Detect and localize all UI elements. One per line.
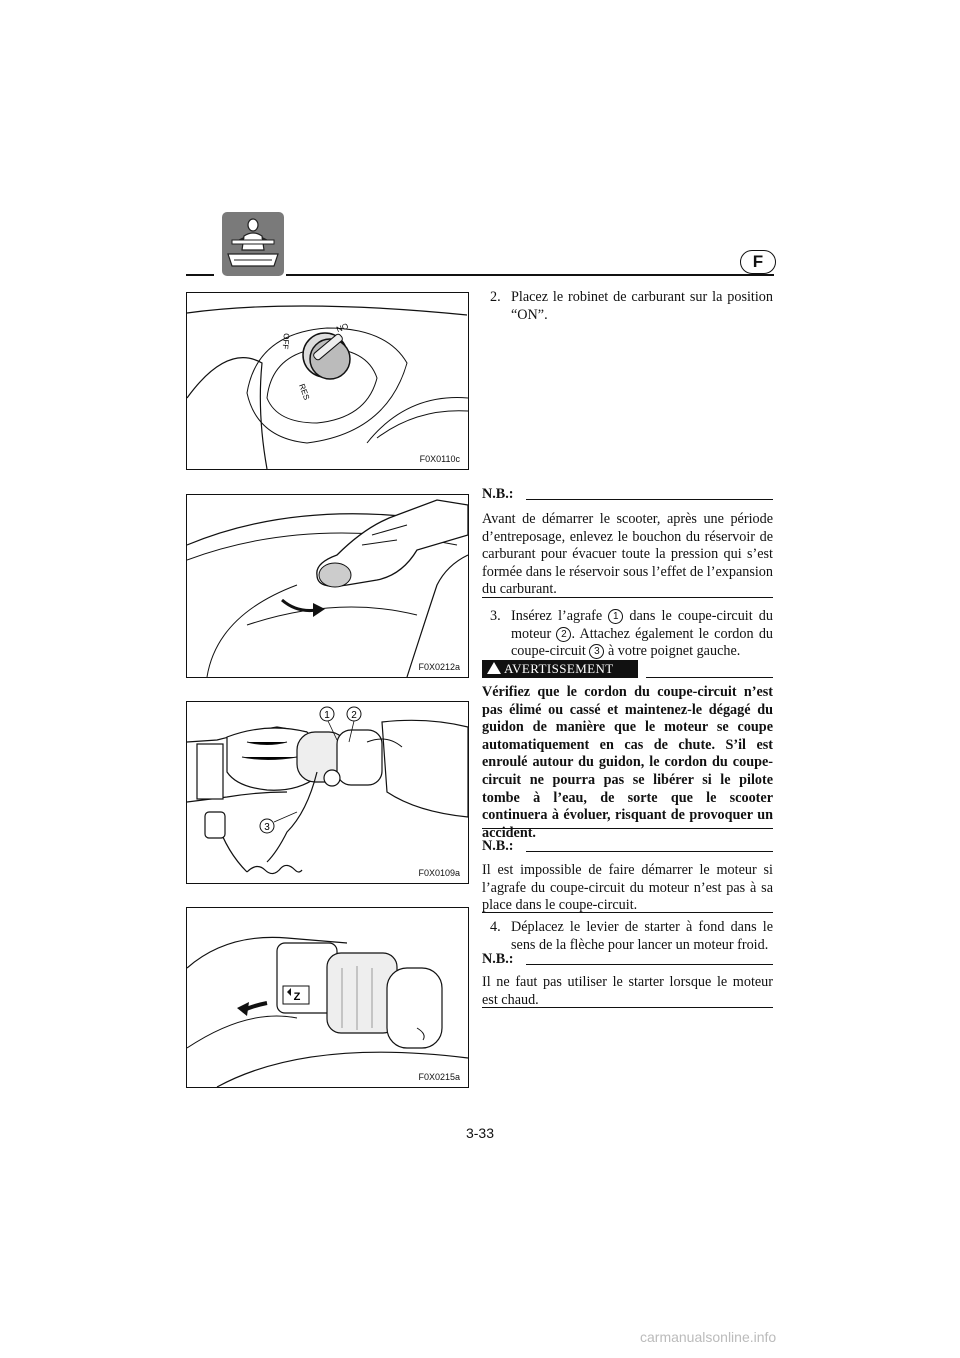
warning-triangle-icon: [487, 662, 501, 674]
callout-1: 1: [324, 710, 330, 721]
page-number: 3-33: [465, 1125, 495, 1141]
ref-2: 2: [556, 627, 571, 642]
nb-rule-3: [482, 1007, 773, 1008]
step-text: Déplacez le levier de starter à fond dans le sens de la flèche pour lancer un moteur froid.: [511, 919, 773, 953]
nb-text-2: Il est impossible de faire démarrer le moteur si l’agrafe du coupe-circuit du moteur n’est pas à sa place dans le coupe-circuit.: [482, 862, 773, 914]
nb-label: N.B.:: [482, 951, 514, 967]
step-2: [482, 289, 773, 324]
warning-label: AVERTISSEMENT: [482, 660, 638, 678]
figure-code: F0X0212a: [418, 662, 460, 672]
step-number: 4.: [490, 919, 501, 935]
figure-code: F0X0215a: [418, 1072, 460, 1082]
nb-rule-2: [482, 912, 773, 913]
language-marker: F: [740, 250, 776, 274]
nb-rule-1: [482, 597, 773, 598]
watermark: carmanualsonline.info: [640, 1329, 777, 1345]
warning-text: Vérifiez que le cordon du coupe-circuit n’est pas élimé ou cassé et maintenez-le dégagé du guidon de manière que le moteur se coupe automatiquement en cas de chute. S’il est enroulé autour du guidon, le cordon du coupe-circuit ne pourra pas se libérer si le pilote tombe à l’eau, de sorte que le scooter continuera à évoluer, risquant de provoquer un accident.: [482, 684, 773, 841]
nb-text-3: Il ne faut pas utiliser le starter lorsque le moteur est chaud.: [482, 974, 773, 1008]
step-number: 3.: [490, 608, 501, 624]
nb-label: N.B.:: [482, 838, 514, 854]
rider-on-watercraft-icon: [222, 212, 284, 276]
nb-text-1: Avant de démarrer le scooter, après une période d’entreposage, enlevez le bouchon du réservoir de carburant pour évacuer toute la pression qui s’est formée dans le réservoir sous l’effet de l’expansion du carburant.: [482, 511, 773, 598]
ref-3: 3: [589, 644, 604, 659]
warning-heading: [482, 660, 773, 680]
callout-3: 3: [264, 822, 270, 833]
nb-heading-2: [482, 838, 773, 856]
nb-heading-1: [482, 486, 773, 504]
nb-heading-3: [482, 951, 773, 969]
step-4: [482, 919, 773, 954]
figure-code: F0X0109a: [418, 868, 460, 878]
warning-rule: [482, 828, 773, 829]
callout-2: 2: [351, 710, 357, 721]
svg-text:Z: Z: [293, 991, 301, 1003]
figure-fuel-cap: [186, 494, 469, 678]
step-text: Insérez l’agrafe 1 dans le coupe-circuit du moteur 2 . Attachez également le cordon du coupe-circuit 3 à votre poignet gauche.: [511, 608, 774, 660]
step-number: 2.: [490, 289, 501, 305]
valve-label-on: ON: [335, 321, 350, 334]
valve-label-off: OFF: [280, 332, 291, 350]
nb-label: N.B.:: [482, 486, 514, 502]
step-text: Placez le robinet de carburant sur la position “ON”.: [511, 289, 773, 323]
figure-fuel-valve: [186, 292, 469, 470]
step-3: [482, 608, 773, 661]
figure-lanyard: [186, 701, 469, 884]
ref-1: 1: [608, 609, 623, 624]
valve-label-res: RES: [297, 382, 312, 402]
figure-code: F0X0110c: [419, 454, 460, 464]
figure-choke-lever: [186, 907, 469, 1088]
section-badge: [222, 212, 284, 276]
